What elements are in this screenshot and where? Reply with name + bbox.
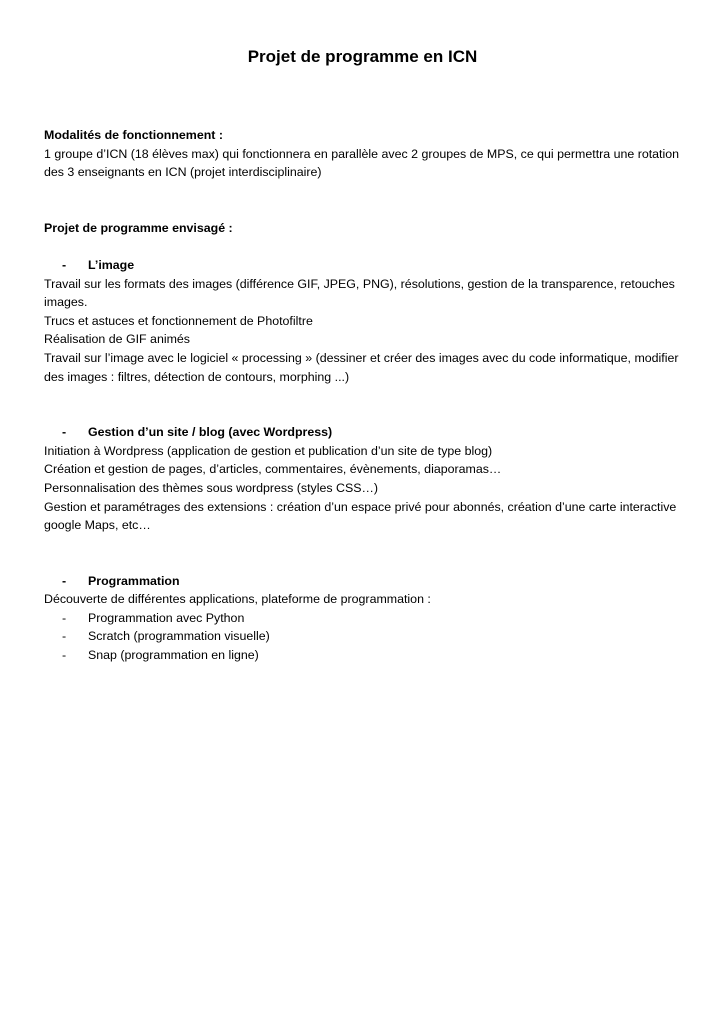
paragraph-line: Réalisation de GIF animés [44,332,191,347]
paragraph-line: Personnalisation des thèmes sous wordpress (styles CSS…) [44,480,378,495]
paragraph-line: Création et gestion de pages, d’articles, commentaires, évènements, diaporamas… [44,462,502,477]
list-item [44,646,684,665]
list-item [44,627,684,646]
section-heading [44,256,684,275]
paragraph-line: Trucs et astuces et fonctionnement de Photofiltre [44,313,313,328]
programming-list [44,609,684,665]
list-dash: - [62,648,67,663]
list-dash: - [62,573,67,588]
section-heading [44,572,684,591]
list-item-label: Scratch (programmation visuelle) [88,629,270,644]
section-programmation [44,572,684,665]
section-title: L’image [88,257,135,272]
section-wordpress [44,423,684,535]
modalites-heading: Modalités de fonctionnement : [44,128,223,142]
section-image [44,256,684,386]
list-dash: - [62,425,67,440]
paragraph-line: Initiation à Wordpress (application de gestion et publication d’un site de type blog) [44,443,493,458]
document-body [44,126,684,665]
projet-heading: Projet de programme envisagé : [44,220,233,235]
list-item [44,609,684,628]
paragraph-line: Gestion et paramétrages des extensions : création d’un espace privé pour abonnés, création d’une carte interactive google Maps, etc… [44,499,677,533]
paragraph-line: Travail sur les formats des images (différence GIF, JPEG, PNG), résolutions, gestion de la transparence, retouches images. [44,276,675,310]
list-item-label: Programmation avec Python [88,610,245,625]
paragraph-line: Travail sur l’image avec le logiciel « processing » (dessiner et créer des images avec du code informatique, modifier des images : filtres, détection de contours, morphing ...) [44,350,679,384]
list-dash: - [62,610,67,625]
modalites-text: 1 groupe d’ICN (18 élèves max) qui fonctionnera en parallèle avec 2 groupes de MPS, ce qui permettra une rotation des 3 enseignants en ICN (projet interdisciplinaire) [44,146,680,180]
page-title: Projet de programme en ICN [247,47,478,66]
paragraph-line: Découverte de différentes applications, plateforme de programmation : [44,592,431,607]
section-title: Programmation [88,573,180,588]
list-item-label: Snap (programmation en ligne) [88,648,259,663]
section-title: Gestion d’un site / blog (avec Wordpress) [88,425,333,440]
section-heading [44,423,684,442]
list-dash: - [62,257,67,272]
list-dash: - [62,629,67,644]
